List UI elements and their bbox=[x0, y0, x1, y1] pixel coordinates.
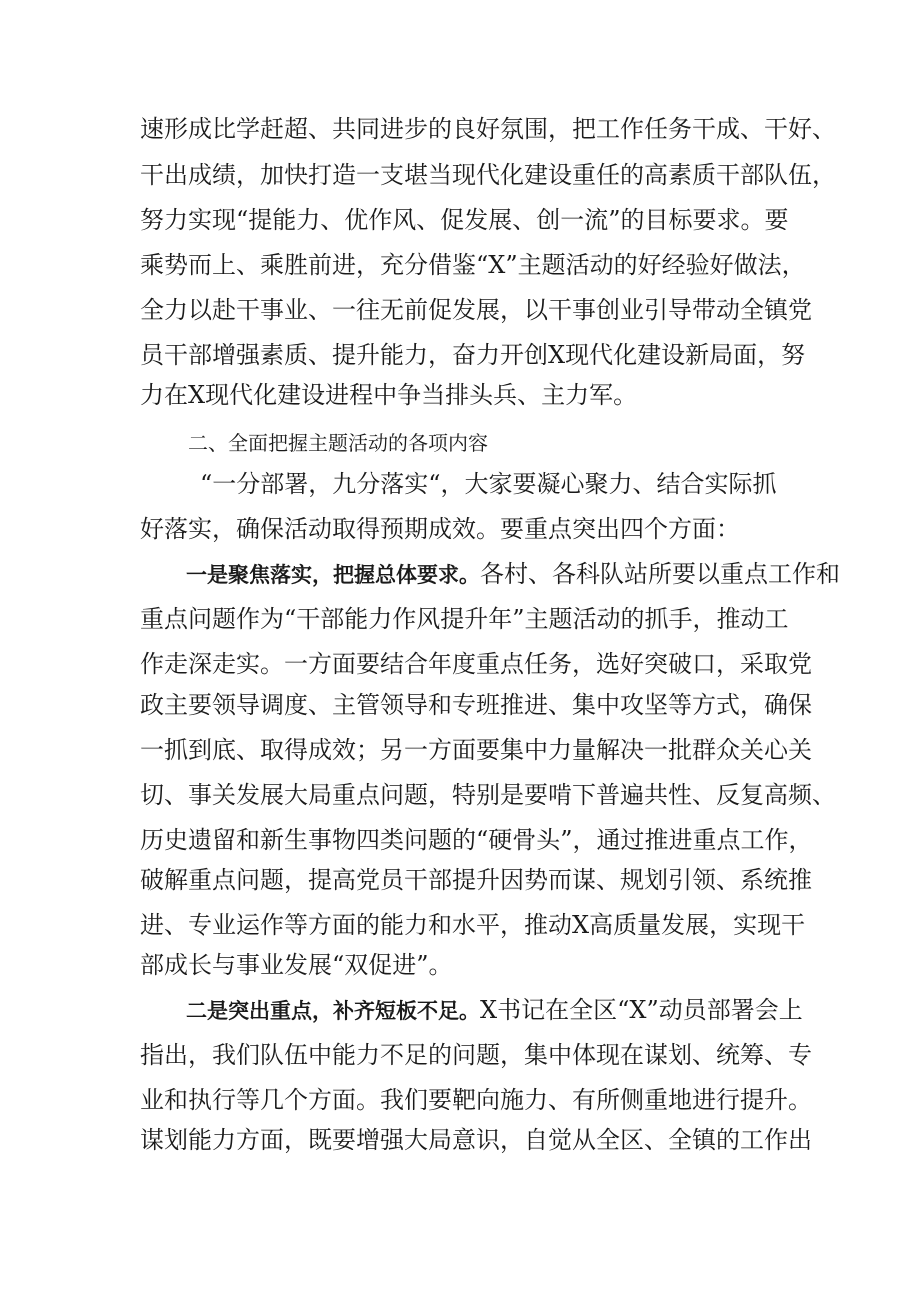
paragraph-line: “一分部署，九分落实“，大家要凝心聚力、结合实际抓 bbox=[200, 470, 777, 498]
paragraph-line: 切、事关发展大局重点问题，特别是要啃下普遍共性、反复高频、 bbox=[140, 781, 836, 809]
paragraph-line: 员干部增强素质、提升能力，奋力开创X现代化建设新局面，努 bbox=[140, 341, 806, 369]
point-1-lead: 一是聚焦落实，把握总体要求。 bbox=[186, 563, 480, 587]
point-2-first-line bbox=[186, 995, 803, 1026]
paragraph-line: 谋划能力方面，既要增强大局意识，自觉从全区、全镇的工作出 bbox=[140, 1126, 812, 1154]
paragraph-line: 好落实，确保活动取得预期成效。要重点突出四个方面： bbox=[140, 515, 740, 543]
point-1-first-line bbox=[186, 559, 840, 590]
point-2-first-line-rest: X书记在全区“X”动员部署会上 bbox=[480, 996, 803, 1024]
paragraph-line: 政主要领导调度、主管领导和专班推进、集中攻坚等方式，确保 bbox=[140, 691, 812, 719]
paragraph-line: 乘势而上、乘胜前进，充分借鉴“X”主题活动的好经验好做法， bbox=[140, 251, 806, 279]
paragraph-line: 干出成绩，加快打造一支堪当现代化建设重任的高素质干部队伍， bbox=[140, 161, 836, 189]
section-heading: 二、全面把握主题活动的各项内容 bbox=[188, 431, 488, 455]
paragraph-line: 重点问题作为“干部能力作风提升年”主题活动的抓手，推动工 bbox=[140, 605, 789, 633]
point-2-lead: 二是突出重点，补齐短板不足。 bbox=[186, 999, 480, 1023]
paragraph-line: 指出，我们队伍中能力不足的问题，集中体现在谋划、统筹、专 bbox=[140, 1041, 812, 1069]
point-1-first-line-rest: 各村、各科队站所要以重点工作和 bbox=[480, 560, 840, 588]
paragraph-line: 破解重点问题，提高党员干部提升因势而谋、规划引领、系统推 bbox=[140, 866, 812, 894]
paragraph-line: 一抓到底、取得成效；另一方面要集中力量解决一批群众关心关 bbox=[140, 736, 812, 764]
paragraph-line: 力在X现代化建设进程中争当排头兵、主力军。 bbox=[140, 381, 638, 409]
paragraph-line: 业和执行等几个方面。我们要靶向施力、有所侧重地进行提升。 bbox=[140, 1086, 812, 1114]
paragraph-line: 全力以赴干事业、一往无前促发展，以干事创业引导带动全镇党 bbox=[140, 296, 812, 324]
paragraph-line: 作走深走实。一方面要结合年度重点任务，选好突破口，采取党 bbox=[140, 650, 812, 678]
paragraph-line: 速形成比学赶超、共同进步的良好氛围，把工作任务干成、干好、 bbox=[140, 115, 836, 143]
paragraph-line: 部成长与事业发展“双促进”。 bbox=[140, 951, 453, 979]
paragraph-line: 进、专业运作等方面的能力和水平，推动X高质量发展，实现干 bbox=[140, 911, 806, 939]
paragraph-line: 努力实现“提能力、优作风、促发展、创一流”的目标要求。要 bbox=[140, 206, 789, 234]
paragraph-line: 历史遗留和新生事物四类问题的“硬骨头”，通过推进重点工作， bbox=[140, 826, 813, 854]
